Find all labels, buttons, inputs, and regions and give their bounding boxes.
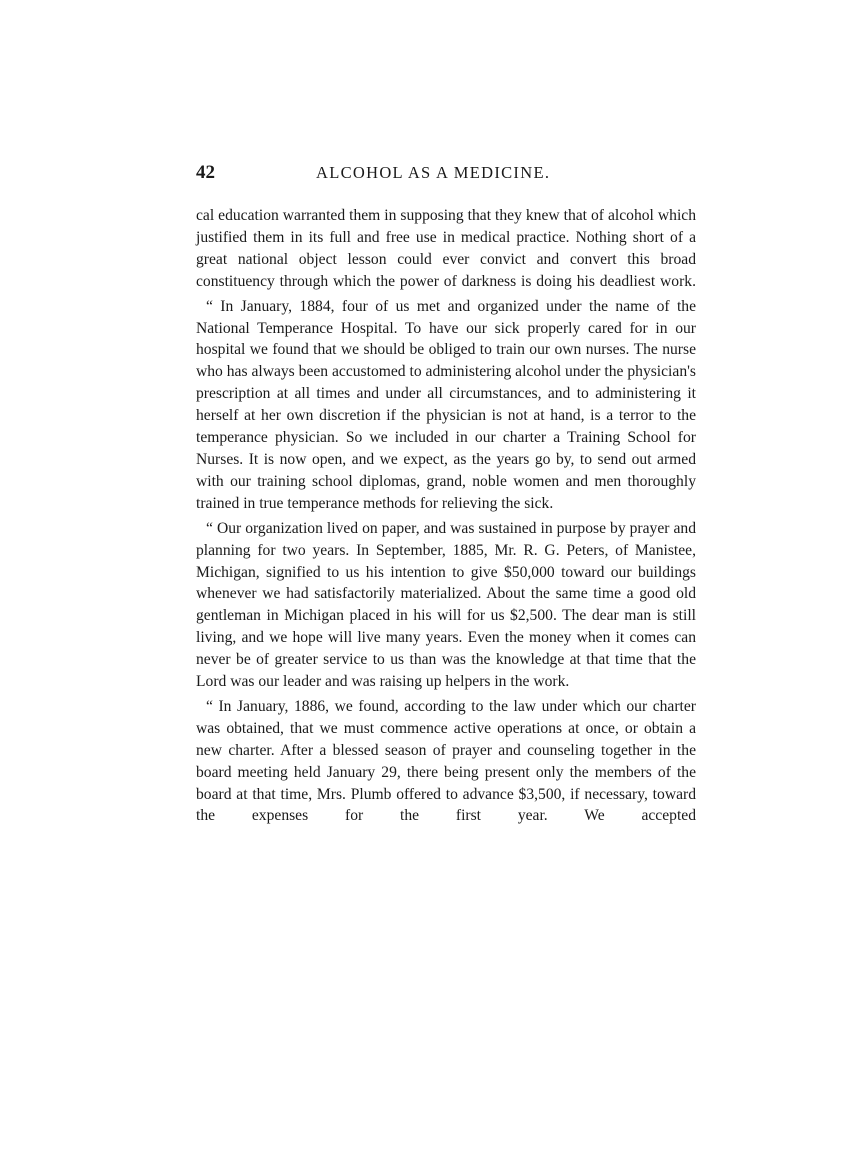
body-text xyxy=(196,205,696,827)
paragraph: cal education warranted them in supposing that they knew that of alcohol which justified them in its full and free use in medical practice. Nothing short of a great national object lesson could ever convict and convert this broad constituency through which the power of darkness is doing his deadliest work. xyxy=(196,207,696,290)
paragraph: “ In January, 1884, four of us met and organized under the name of the National Temperance Hospital. To have our sick properly cared for in our hospital we found that we should be obliged to train our own nurses. The nurse who has always been accustomed to administering alcohol under the physician's prescription at all times and under all circumstances, and to administering it herself at her own discretion if the physician is not at hand, is a terror to the temperance physician. So we included in our charter a Training School for Nurses. It is now open, and we expect, as the years go by, to send out armed with our training school diplomas, grand, noble women and men thoroughly trained in true temperance methods for relieving the sick. xyxy=(196,297,696,512)
running-title: ALCOHOL AS A MEDICINE. xyxy=(316,163,551,182)
paragraph: “ In January, 1886, we found, according to the law under which our charter was obtained, that we must commence active operations at once, or obtain a new charter. After a blessed season of prayer and counseling together in the board meeting held January 29, there being present only the members of the board at that time, Mrs. Plumb offered to advance $3,500, if necessary, toward the expenses for the first year. We accepted xyxy=(196,697,696,825)
running-head xyxy=(196,162,696,186)
page-number: 42 xyxy=(196,162,215,183)
paragraph: “ Our organization lived on paper, and was sustained in purpose by prayer and planning for two years. In September, 1885, Mr. R. G. Peters, of Manistee, Michigan, signified to us his intention to give $50,000 toward our buildings whenever we had satisfactorily materialized. About the same time a good old gentleman in Michigan placed in his will for us $2,500. The dear man is still living, and we hope will live many years. Even the money when it comes can never be of greater service to us than was the knowledge at that time that the Lord was our leader and was raising up helpers in the work. xyxy=(196,519,696,691)
